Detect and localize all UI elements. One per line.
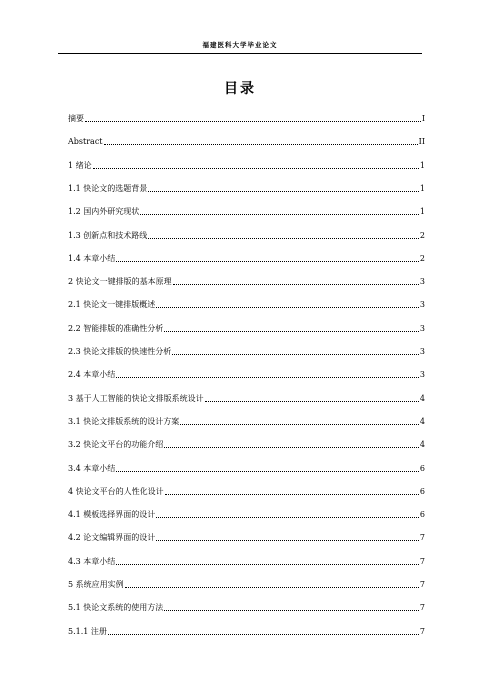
toc-entry-label: Abstract	[68, 137, 103, 147]
toc-dot-leader	[173, 284, 419, 285]
toc-entry-page-number: 4	[419, 393, 425, 403]
toc-entry-label: 5.1 快论文系统的使用方法	[68, 603, 164, 613]
toc-entry-page-number: 1	[419, 207, 425, 217]
toc-entry-label: 摘要	[68, 114, 84, 123]
toc-entry[interactable]	[68, 625, 425, 637]
toc-entry[interactable]	[68, 415, 425, 427]
toc-entry-page-number: 3	[419, 323, 425, 333]
toc-entry-label: 2.3 快论文排版的快速性分析	[68, 347, 172, 356]
toc-entry-label: 5 系统应用实例	[68, 580, 124, 589]
toc-entry-label: 4 快论文平台的人性化设计	[68, 486, 164, 496]
toc-entry[interactable]	[68, 578, 425, 590]
toc-entry-page-number: II	[418, 137, 425, 147]
toc-entry[interactable]	[68, 345, 425, 357]
toc-entry-page-number: 1	[419, 160, 425, 170]
toc-entry-label: 3.2 快论文平台的功能介绍	[68, 440, 164, 450]
toc-entry[interactable]	[68, 531, 425, 543]
toc-entry-page-number: 6	[419, 486, 425, 496]
toc-entry[interactable]	[68, 252, 425, 264]
page-header: 福建医科大学毕业论文	[202, 41, 278, 49]
toc-entry-page-number: I	[421, 114, 425, 123]
toc-entry[interactable]	[68, 508, 425, 520]
toc-entry-label: 4.3 本章小结	[68, 556, 116, 566]
toc-entry[interactable]	[68, 229, 425, 241]
toc-dot-leader	[108, 634, 419, 635]
toc-entry-page-number: 7	[419, 556, 425, 566]
toc-entry-page-number: 3	[419, 370, 425, 380]
toc-entry-page-number: 7	[419, 580, 425, 589]
toc-entry[interactable]	[68, 462, 425, 474]
toc-entry-label: 1 绪论	[68, 160, 92, 170]
toc-entry-label: 1.2 国内外研究现状	[68, 207, 140, 217]
toc-dot-leader	[164, 331, 419, 332]
toc-dot-leader	[140, 214, 419, 215]
toc-entry-label: 3.1 快论文排版系统的设计方案	[68, 416, 180, 426]
toc-dot-leader	[205, 401, 419, 402]
toc-entry-label: 1.3 创新点和技术路线	[68, 230, 148, 240]
toc-dot-leader	[116, 564, 419, 565]
toc-entry-label: 1.4 本章小结	[68, 253, 116, 263]
toc-entry-page-number: 4	[419, 416, 425, 426]
toc-dot-leader	[180, 424, 419, 425]
toc-dot-leader	[85, 121, 421, 122]
toc-entry[interactable]	[68, 298, 425, 310]
toc-dot-leader	[156, 517, 419, 518]
toc-dot-leader	[116, 377, 419, 378]
toc-entry[interactable]	[68, 368, 425, 380]
toc-dot-leader	[116, 261, 419, 262]
toc-entry-label: 2.2 智能排版的准确性分析	[68, 323, 164, 333]
toc-dot-leader	[164, 610, 419, 611]
toc-entry-page-number: 3	[419, 277, 425, 287]
toc-dot-leader	[93, 168, 419, 169]
toc-entry[interactable]	[68, 601, 425, 613]
toc-entry-page-number: 7	[419, 533, 425, 543]
toc-dot-leader	[165, 494, 419, 495]
toc-entry[interactable]	[68, 182, 425, 194]
toc-entry[interactable]	[68, 392, 425, 404]
toc-dot-leader	[172, 354, 419, 355]
toc-entry-page-number: 6	[419, 463, 425, 473]
toc-entry-page-number: 4	[419, 440, 425, 450]
toc-dot-leader	[104, 144, 418, 145]
toc-entry[interactable]	[68, 275, 425, 287]
toc-entry[interactable]	[68, 438, 425, 450]
toc-dot-leader	[156, 540, 419, 541]
toc-entry[interactable]	[68, 555, 425, 567]
toc-entry-page-number: 3	[419, 347, 425, 356]
toc-dot-leader	[148, 191, 419, 192]
toc-entry-label: 3.4 本章小结	[68, 463, 116, 473]
toc-title: 目录	[224, 81, 256, 97]
toc-entry-label: 5.1.1 注册	[68, 626, 107, 636]
toc-dot-leader	[116, 471, 419, 472]
toc-entry-page-number: 7	[419, 603, 425, 613]
toc-dot-leader	[156, 307, 419, 308]
toc-entry[interactable]	[68, 135, 425, 147]
toc-entry[interactable]	[68, 205, 425, 217]
header-rule	[58, 53, 422, 54]
toc-entry-label: 3 基于人工智能的快论文排版系统设计	[68, 393, 204, 403]
toc-entry-page-number: 2	[419, 230, 425, 240]
toc-entry-label: 4.1 模板选择界面的设计	[68, 510, 156, 520]
toc-entry-page-number: 6	[419, 510, 425, 520]
toc-entry[interactable]	[68, 112, 425, 124]
toc-dot-leader	[148, 238, 419, 239]
toc-entry-label: 4.2 论文编辑界面的设计	[68, 533, 156, 543]
toc-entry-page-number: 7	[419, 626, 425, 636]
toc-entry-page-number: 1	[419, 183, 425, 193]
toc-entry-label: 2.1 快论文一键排版概述	[68, 300, 156, 310]
toc-entry-label: 2 快论文一键排版的基本原理	[68, 277, 172, 287]
toc-entry[interactable]	[68, 322, 425, 334]
toc-entry[interactable]	[68, 485, 425, 497]
toc-entry-page-number: 3	[419, 300, 425, 310]
toc-entry-page-number: 2	[419, 253, 425, 263]
toc-dot-leader	[164, 447, 419, 448]
toc-entry-label: 1.1 快论文的选题背景	[68, 183, 148, 193]
toc-entry-label: 2.4 本章小结	[68, 370, 116, 380]
toc-dot-leader	[125, 587, 419, 588]
toc-entry[interactable]	[68, 159, 425, 171]
